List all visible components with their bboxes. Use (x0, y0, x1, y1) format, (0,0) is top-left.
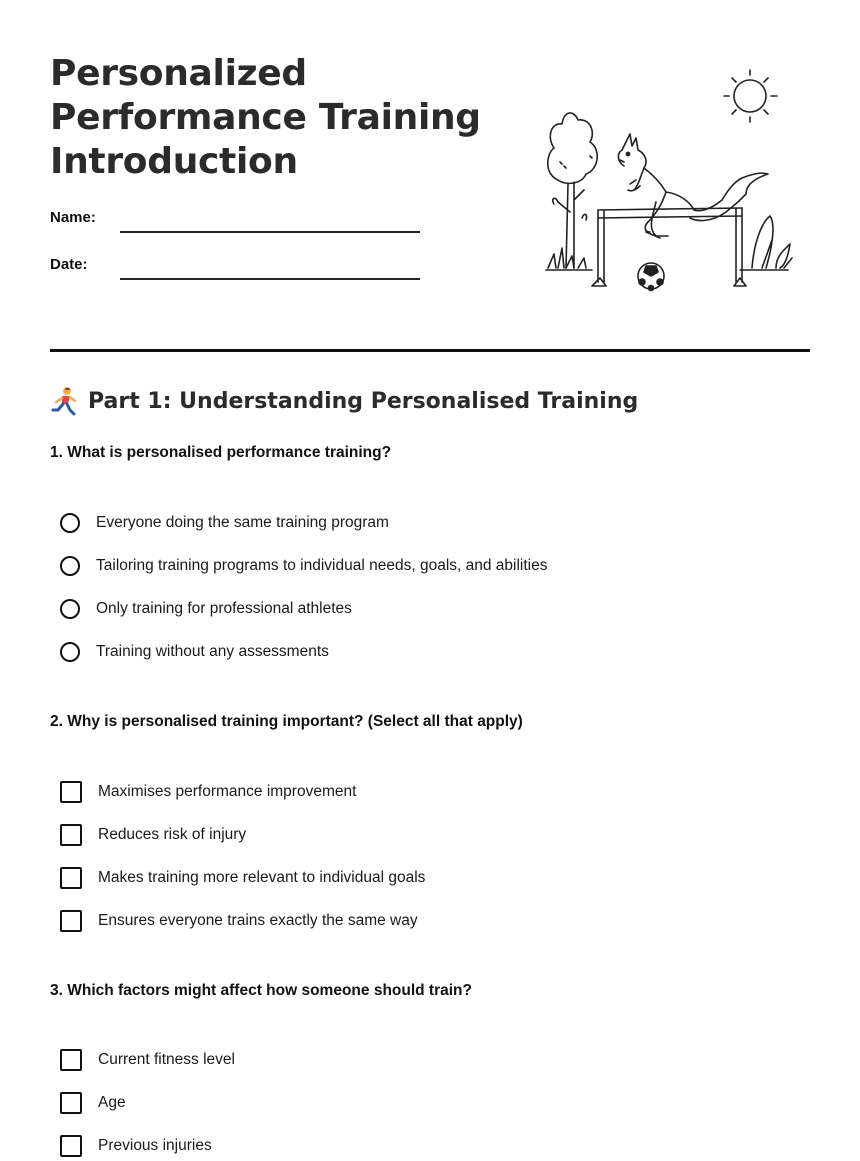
runner-emoji-icon (50, 386, 78, 416)
section-divider (50, 349, 810, 352)
kangaroo-hurdle-illustration (540, 62, 800, 294)
date-field[interactable] (120, 278, 420, 280)
option-label: Only training for professional athletes (96, 600, 352, 617)
question-1: 1. What is personalised performance training? (50, 444, 392, 461)
q1-option-3[interactable] (60, 597, 352, 621)
title-line-2: Performance Training (50, 97, 481, 138)
soccer-ball-icon (638, 263, 664, 291)
title-line-3: Introduction (50, 141, 298, 182)
part-1-heading-text: Part 1: Understanding Personalised Training (88, 388, 639, 414)
q2-option-3[interactable] (60, 866, 425, 890)
name-label: Name: (50, 209, 96, 226)
checkbox[interactable] (60, 867, 82, 889)
kangaroo-icon (618, 134, 768, 238)
option-label: Tailoring training programs to individual needs, goals, and abilities (96, 557, 548, 574)
option-label: Maximises performance improvement (98, 783, 357, 800)
question-3: 3. Which factors might affect how someone should train? (50, 982, 472, 999)
q1-option-1[interactable] (60, 511, 389, 535)
option-label: Training without any assessments (96, 643, 329, 660)
checkbox[interactable] (60, 824, 82, 846)
radio-button[interactable] (60, 556, 80, 576)
q3-option-3[interactable] (60, 1134, 212, 1158)
radio-button[interactable] (60, 513, 80, 533)
title-line-1: Personalized (50, 53, 307, 94)
radio-button[interactable] (60, 642, 80, 662)
checkbox[interactable] (60, 1049, 82, 1071)
name-field[interactable] (120, 231, 420, 233)
option-label: Makes training more relevant to individual goals (98, 869, 426, 886)
q3-option-2[interactable] (60, 1091, 126, 1115)
option-label: Ensures everyone trains exactly the same way (98, 912, 418, 929)
q3-option-1[interactable] (60, 1048, 235, 1072)
option-label: Age (98, 1094, 126, 1111)
radio-button[interactable] (60, 599, 80, 619)
q1-option-4[interactable] (60, 640, 329, 664)
q2-option-1[interactable] (60, 780, 356, 804)
q1-option-2[interactable] (60, 554, 547, 578)
checkbox[interactable] (60, 781, 82, 803)
option-label: Previous injuries (98, 1137, 212, 1154)
part-1-heading (50, 386, 638, 416)
checkbox[interactable] (60, 1135, 82, 1157)
sun-icon (724, 70, 777, 122)
option-label: Everyone doing the same training program (96, 514, 389, 531)
tree-icon (548, 113, 598, 268)
worksheet-title (50, 52, 490, 184)
q2-option-4[interactable] (60, 909, 418, 933)
option-label: Reduces risk of injury (98, 826, 247, 843)
date-label: Date: (50, 256, 88, 273)
hurdle-icon (592, 208, 746, 286)
q2-option-2[interactable] (60, 823, 246, 847)
option-label: Current fitness level (98, 1051, 235, 1068)
checkbox[interactable] (60, 910, 82, 932)
checkbox[interactable] (60, 1092, 82, 1114)
question-2: 2. Why is personalised training important? (Select all that apply) (50, 713, 523, 730)
